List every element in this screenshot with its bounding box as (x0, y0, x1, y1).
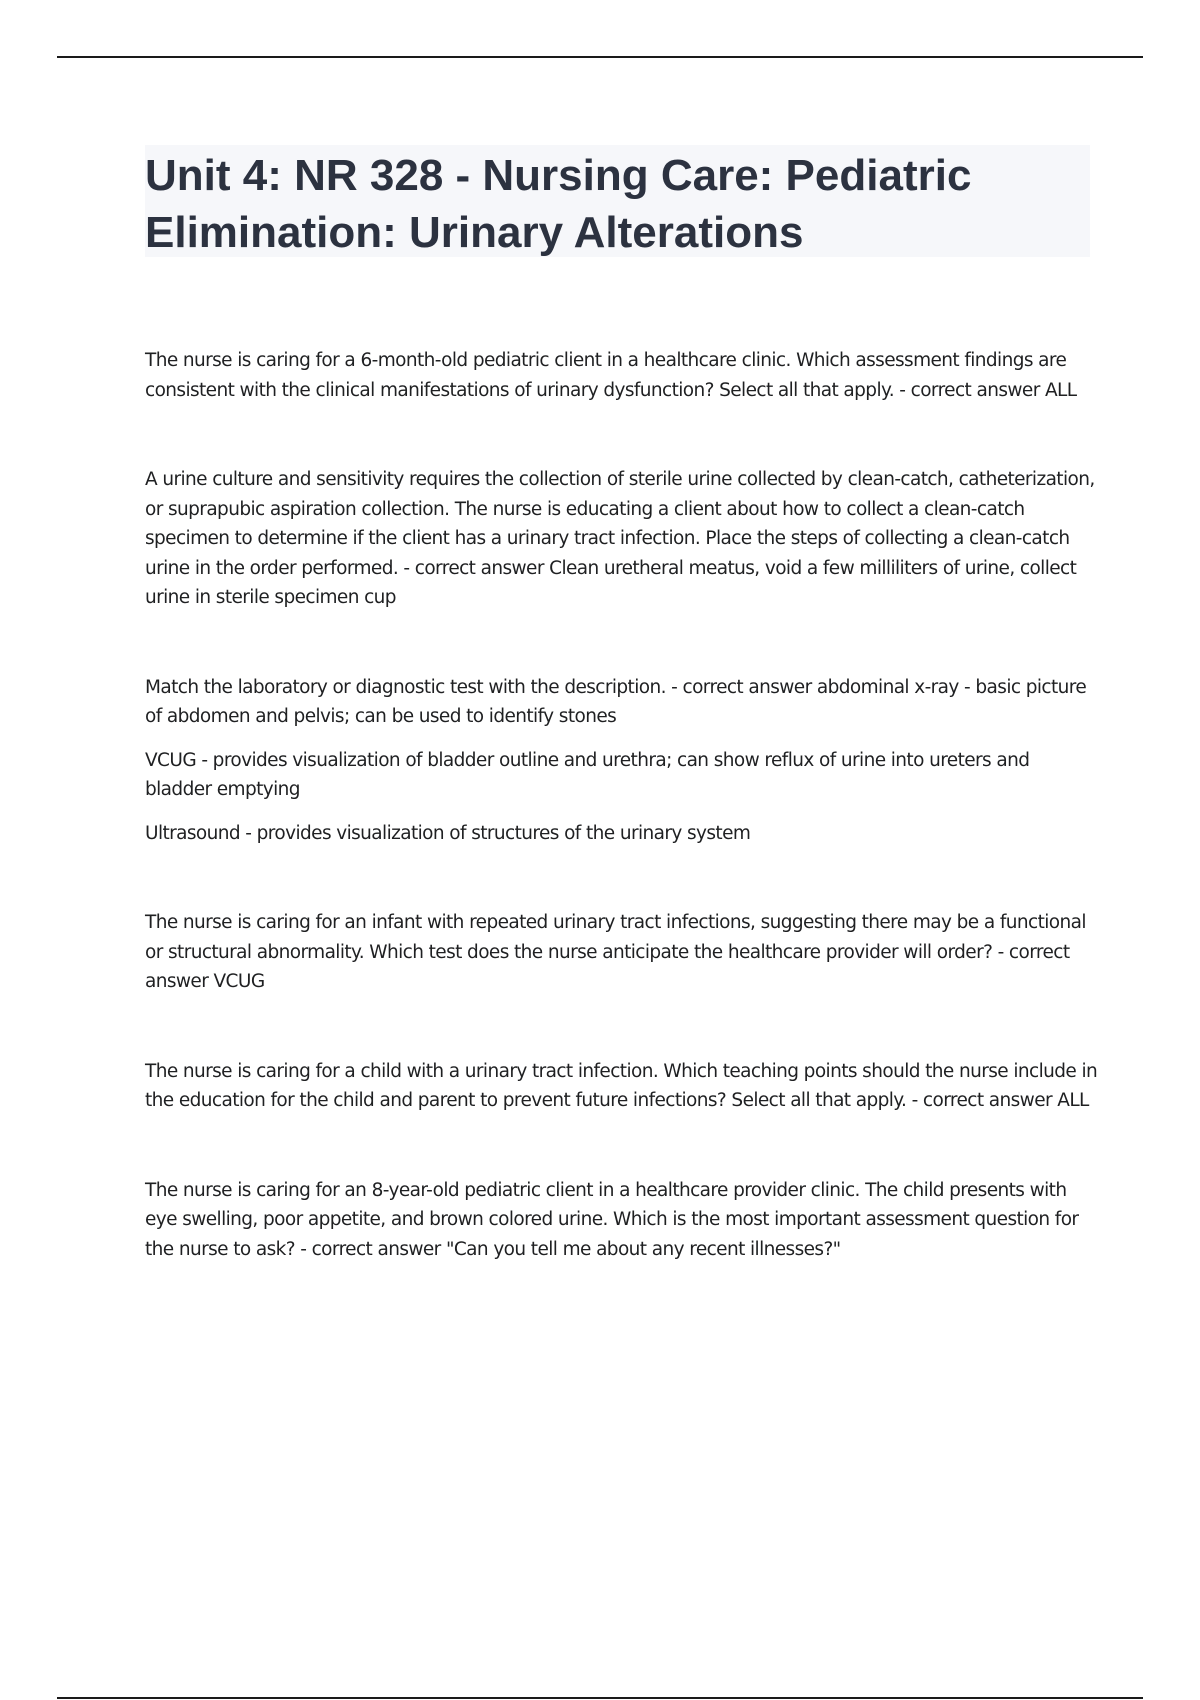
page-title-line-2: Elimination: Urinary Alterations (145, 208, 804, 257)
footer-rule (57, 1697, 1143, 1699)
qa-text: The nurse is caring for an 8-year-old pediatric client in a healthcare provider clinic. The child presents with eye swelling, poor appetite, and brown colored urine. Which is the most important assessment question for the nurse to ask? - correct answer "Can you tell me about any recent illnesses?" (145, 1179, 1079, 1260)
page-title-line-1: Unit 4: NR 328 - Nursing Care: Pediatric (145, 151, 972, 200)
qa-item-1 (145, 346, 1100, 405)
qa-item-6 (145, 1176, 1100, 1265)
qa-text: A urine culture and sensitivity requires the collection of sterile urine collected by clean-catch, catheterization, or suprapubic aspiration collection. The nurse is educating a client about how to collect a clean-catch specimen to determine if the client has a urinary tract infection. Place the steps of collecting a clean-catch urine in the order performed. - correct answer Clean uretheral meatus, void a few milliliters of urine, collect urine in sterile specimen cup (145, 469, 1095, 608)
qa-text: The nurse is caring for a 6-month-old pediatric client in a healthcare clinic. Which assessment findings are consistent with the clinical manifestations of urinary dysfunction? Select all that apply. - correct answer ALL (145, 350, 1077, 401)
qa-text: Ultrasound - provides visualization of structures of the urinary system (145, 822, 751, 844)
qa-list (145, 346, 1100, 1264)
page-title (145, 147, 1090, 261)
qa-item-4 (145, 908, 1100, 997)
header-rule (57, 56, 1143, 58)
qa-text: Match the laboratory or diagnostic test with the description. - correct answer abdominal x-ray - basic picture of abdomen and pelvis; can be used to identify stones (145, 676, 1087, 727)
title-banner (145, 145, 1090, 257)
qa-text: VCUG - provides visualization of bladder outline and urethra; can show reflux of urine into ureters and bladder emptying (145, 749, 1030, 800)
qa-item-3 (145, 673, 1100, 849)
qa-item-5 (145, 1057, 1100, 1116)
qa-text: The nurse is caring for a child with a urinary tract infection. Which teaching points should the nurse include in the education for the child and parent to prevent future infections? Select all that apply. - correct answer ALL (145, 1060, 1098, 1111)
qa-text: The nurse is caring for an infant with repeated urinary tract infections, suggesting there may be a functional or structural abnormality. Which test does the nurse anticipate the healthcare provider will order? - correct answer VCUG (145, 912, 1086, 992)
qa-item-2 (145, 465, 1100, 613)
